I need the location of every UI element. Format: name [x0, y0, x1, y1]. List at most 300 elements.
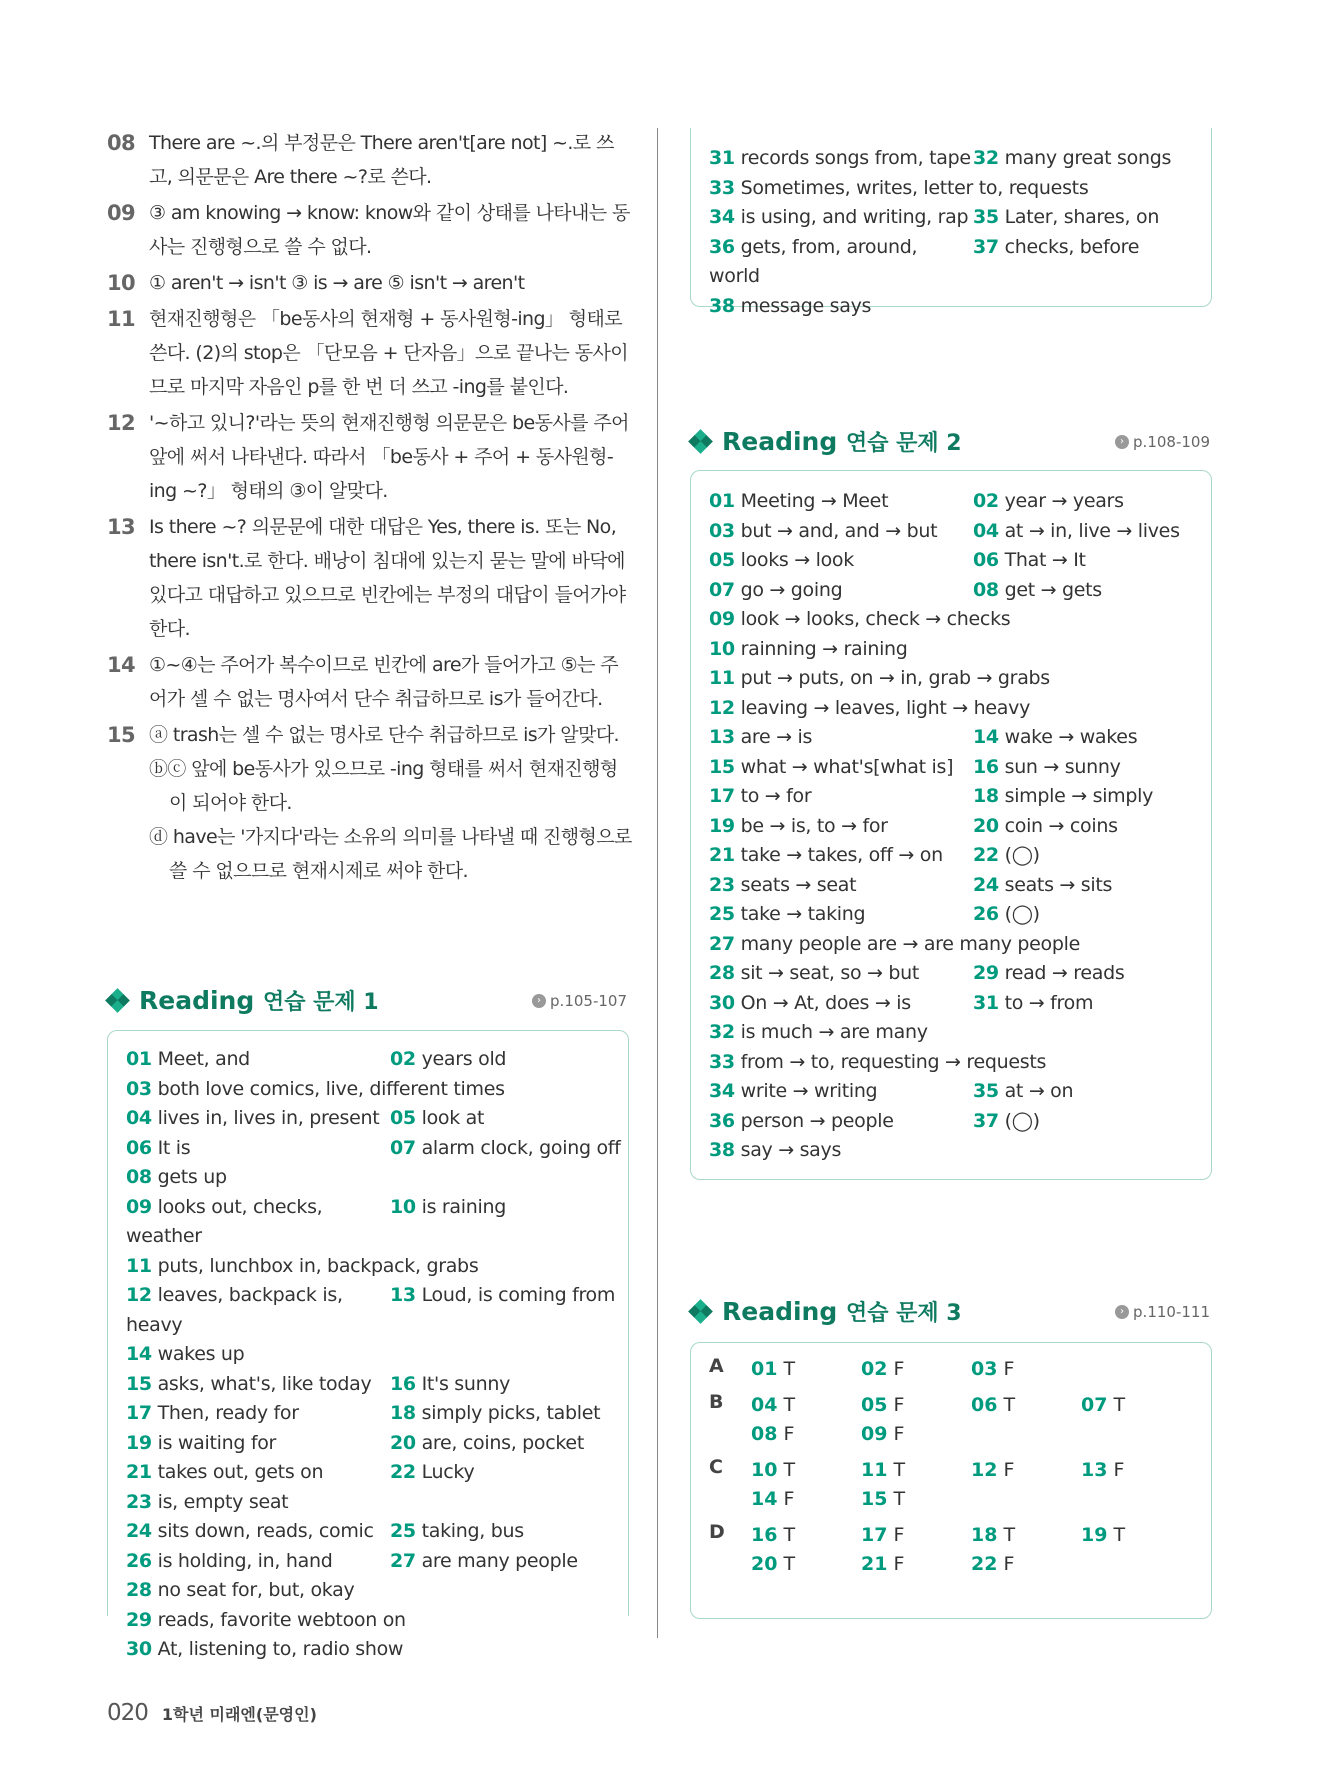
answer-number: 38 [709, 1139, 735, 1161]
explanation-item [107, 302, 632, 404]
answer-text: person → people [740, 1109, 894, 1132]
tf-items [751, 1521, 1191, 1579]
answer-text: (◯) [1004, 903, 1040, 925]
reading3-answer-box [690, 1342, 1212, 1619]
reading1-header [107, 985, 627, 1016]
answer-number: 18 [973, 785, 999, 807]
explanation-line: ⓐ trash는 셀 수 없는 명사로 단수 취급하므로 is가 알맞다. [149, 724, 619, 746]
answer-text: (◯) [1004, 844, 1040, 866]
answer-text: simply picks, tablet [421, 1402, 601, 1424]
explanation-text [149, 406, 632, 508]
answer-number: 15 [861, 1488, 888, 1510]
answer-number: 04 [973, 519, 999, 542]
answer-number: 31 [973, 991, 999, 1014]
answer-item [973, 1077, 1213, 1107]
explanation-item [107, 510, 632, 646]
reading1-answers [108, 1031, 628, 1665]
tf-item [971, 1456, 1081, 1485]
reading3-title [722, 1296, 962, 1327]
answer-item [126, 1045, 390, 1075]
tf-item [861, 1456, 971, 1485]
explanation-line: ⓓ have는 '가지다'라는 소유의 의미를 나타낼 때 진행형으로 쓸 수 없으므로 현재시제로 써야 한다. [149, 826, 632, 882]
answer-item [390, 1134, 630, 1164]
answer-text: many people are → are many people [740, 932, 1080, 955]
answer-number: 11 [861, 1459, 888, 1481]
answer-item [709, 144, 973, 174]
explanation-line: There are ~.의 부정문은 There aren't[are not] ~.로 쓰고, 의문문은 Are there ~?로 쓴다. [149, 132, 614, 188]
answer-item [709, 233, 973, 292]
group-label: C [709, 1456, 723, 1478]
answer-text: years old [421, 1048, 507, 1070]
answer-item [390, 1104, 630, 1134]
answer-text: is raining [421, 1195, 506, 1218]
answer-item [126, 1488, 630, 1518]
answer-number: 19 [1081, 1524, 1108, 1546]
answer-number: 12 [709, 696, 735, 719]
answer-text: coin → coins [1004, 814, 1118, 837]
answer-number: 13 [390, 1284, 416, 1306]
answer-number: 11 [709, 667, 735, 689]
tf-item [751, 1420, 861, 1449]
answer-text: simple → simply [1004, 785, 1154, 807]
explanation-text [149, 510, 632, 646]
tf-item [861, 1391, 971, 1420]
answer-text: seats → seat [740, 873, 857, 896]
answer-number: 21 [861, 1553, 888, 1575]
answer-item [390, 1517, 630, 1547]
group-label: A [709, 1355, 724, 1377]
answer-number: 21 [126, 1461, 152, 1483]
answer-number: 35 [973, 206, 999, 228]
answer-item [973, 989, 1213, 1019]
title-en: Reading [722, 1297, 838, 1326]
answer-text: T [783, 1394, 796, 1416]
answer-text: reads, favorite webtoon on [157, 1608, 406, 1631]
answer-text: look → looks, check → checks [740, 608, 1011, 630]
answer-text: F [783, 1488, 795, 1510]
answer-number: 27 [709, 932, 735, 955]
answer-item [126, 1517, 390, 1547]
answer-item [709, 203, 973, 233]
answer-text: say → says [740, 1139, 842, 1161]
tf-items [751, 1456, 1191, 1514]
answer-item [709, 841, 973, 871]
answer-text: get → gets [1004, 578, 1102, 601]
answer-text: what → what's[what is] [740, 755, 954, 778]
answer-number: 36 [709, 1109, 735, 1132]
answer-text: Lucky [421, 1461, 475, 1483]
answer-item [709, 1018, 1213, 1048]
answer-number: 23 [709, 873, 735, 896]
reading1-continued-box [690, 128, 1212, 317]
answer-number: 27 [390, 1549, 416, 1572]
question-number: 08 [107, 131, 136, 155]
question-number: 14 [107, 653, 136, 677]
answer-number: 37 [973, 235, 999, 258]
answer-text: (◯) [1004, 1109, 1040, 1132]
answer-item [709, 694, 1213, 724]
answer-item [709, 517, 973, 547]
answer-number: 11 [126, 1254, 152, 1277]
answer-item [390, 1370, 630, 1400]
answer-number: 29 [126, 1608, 152, 1631]
tf-item [1081, 1521, 1191, 1550]
answer-item [709, 812, 973, 842]
answer-item [973, 753, 1213, 783]
answer-text: wake → wakes [1004, 726, 1138, 748]
answer-item [126, 1193, 390, 1252]
explanation-item [107, 126, 632, 194]
answer-text: to → from [1004, 991, 1094, 1014]
answer-text: taking, bus [421, 1520, 524, 1542]
answer-text: F [1113, 1459, 1125, 1481]
question-number: 09 [107, 201, 136, 225]
answer-text: F [1003, 1553, 1015, 1575]
explanation-text [149, 266, 632, 300]
answer-item [973, 1107, 1213, 1137]
arrow-circle-icon: › [1115, 435, 1129, 449]
reading1-continued-answers [691, 128, 1211, 321]
answer-number: 26 [973, 903, 999, 925]
diamond-bullet-icon [690, 1301, 712, 1323]
answer-text: is using, and writing, rap [740, 206, 969, 228]
answer-number: 07 [1081, 1394, 1108, 1416]
answer-item [126, 1340, 630, 1370]
answer-number: 09 [861, 1423, 888, 1445]
answer-text: Later, shares, on [1004, 206, 1160, 228]
explanation-line: Is there ~? 의문문에 대한 대답은 Yes, there is. 또는 No, there isn't.로 한다. 배낭이 침대에 있는지 묻는 말에 바닥에 있다고 대답하고 있으므로 빈칸에는 부정의 대답이 들어가야 한다. [149, 516, 626, 640]
answer-item [126, 1576, 630, 1606]
tf-item [751, 1485, 861, 1514]
reading1-pageref [532, 992, 627, 1010]
tf-item [861, 1420, 971, 1449]
answer-item [709, 959, 973, 989]
answer-text: is holding, in, hand [157, 1549, 333, 1572]
answer-number: 28 [709, 962, 735, 984]
tf-items [751, 1355, 1191, 1384]
answer-number: 15 [126, 1372, 152, 1395]
answer-text: gets up [157, 1166, 227, 1188]
answer-text: F [893, 1423, 905, 1445]
answer-text: is, empty seat [157, 1490, 289, 1513]
answer-text: no seat for, but, okay [157, 1579, 355, 1601]
answer-text: is much → are many [740, 1021, 928, 1043]
answer-number: 10 [751, 1459, 778, 1481]
answer-number: 24 [126, 1520, 152, 1542]
tf-item [971, 1355, 1081, 1384]
answer-item [709, 871, 973, 901]
answer-number: 17 [861, 1524, 888, 1546]
answer-text: wakes up [157, 1343, 245, 1365]
explanation-item [107, 648, 632, 716]
explanation-text [149, 196, 632, 264]
answer-number: 03 [126, 1077, 152, 1100]
answer-number: 16 [390, 1372, 416, 1395]
answer-number: 01 [751, 1358, 778, 1380]
explanation-line: ① aren't → isn't ③ is → are ⑤ isn't → aren't [149, 272, 525, 294]
answer-number: 07 [709, 578, 735, 601]
answer-text: look at [421, 1107, 485, 1129]
group-label: B [709, 1391, 724, 1413]
answer-text: alarm clock, going off [421, 1136, 621, 1159]
pageref-text: p.108-109 [1133, 432, 1210, 451]
answer-item [709, 576, 973, 606]
reading2-pageref [1115, 433, 1210, 451]
answer-item [390, 1281, 630, 1340]
answer-text: gets, from, around, world [709, 235, 918, 287]
answer-text: puts, lunchbox in, backpack, grabs [157, 1254, 479, 1277]
reading3-header [690, 1296, 1210, 1327]
answer-item [126, 1429, 390, 1459]
answer-number: 22 [390, 1461, 416, 1483]
answer-number: 36 [709, 235, 735, 258]
tf-group [709, 1391, 1211, 1449]
answer-text: F [1003, 1358, 1015, 1380]
answer-text: be → is, to → for [740, 814, 888, 837]
answer-text: are → is [740, 726, 813, 748]
explanation-item [107, 266, 632, 300]
question-number: 11 [107, 307, 136, 331]
answer-text: leaves, backpack is, heavy [126, 1284, 343, 1336]
tf-group [709, 1355, 1211, 1384]
answer-number: 37 [973, 1109, 999, 1132]
answer-item [709, 174, 1213, 204]
tf-group [709, 1521, 1211, 1579]
answer-number: 38 [709, 294, 735, 317]
answer-number: 33 [709, 1050, 735, 1073]
answer-number: 01 [709, 490, 735, 512]
answer-text: It is [157, 1136, 191, 1159]
answer-item [709, 989, 973, 1019]
answer-number: 24 [973, 873, 999, 896]
answer-text: T [893, 1459, 906, 1481]
explanation-text [149, 302, 632, 404]
answer-number: 22 [971, 1553, 998, 1575]
answer-item [973, 959, 1213, 989]
explanation-line: '~하고 있니?'라는 뜻의 현재진행형 의문문은 be동사를 주어 앞에 써서 나타낸다. 따라서 「be동사 + 주어 + 동사원형-ing ~?」 형태의 ③이 알맞다. [149, 412, 629, 502]
answer-number: 22 [973, 844, 999, 866]
answer-text: at → on [1004, 1080, 1074, 1102]
answer-text: sits down, reads, comic [157, 1520, 374, 1542]
title-ko: 연습 문제 3 [845, 1301, 962, 1326]
answer-item [709, 487, 973, 517]
answer-item [709, 782, 973, 812]
answer-item [973, 546, 1213, 576]
answer-number: 17 [709, 785, 735, 807]
answer-text: to → for [740, 785, 812, 807]
answer-text: looks → look [740, 549, 854, 571]
answer-number: 19 [709, 814, 735, 837]
reading2-answer-box [690, 470, 1212, 1180]
page-number: 020 [107, 1700, 148, 1726]
answer-text: Loud, is coming from [421, 1284, 616, 1306]
answer-number: 26 [126, 1549, 152, 1572]
answer-number: 03 [709, 519, 735, 542]
answer-number: 13 [1081, 1459, 1108, 1481]
question-number: 13 [107, 515, 136, 539]
answer-item [126, 1370, 390, 1400]
answer-number: 25 [709, 903, 735, 925]
answer-number: 02 [973, 490, 999, 512]
diamond-bullet-icon [690, 431, 712, 453]
answer-text: T [893, 1488, 906, 1510]
answer-item [973, 723, 1213, 753]
reading1-title [139, 985, 379, 1016]
answer-text: On → At, does → is [740, 991, 911, 1014]
answer-item [126, 1104, 390, 1134]
answer-text: Sometimes, writes, letter to, requests [740, 176, 1089, 199]
answer-number: 10 [709, 637, 735, 660]
tf-item [751, 1355, 861, 1384]
answer-number: 05 [861, 1394, 888, 1416]
answer-number: 29 [973, 962, 999, 984]
answer-number: 10 [390, 1195, 416, 1218]
answer-item [390, 1429, 630, 1459]
answer-text: are, coins, pocket [421, 1431, 584, 1454]
answer-number: 16 [973, 755, 999, 778]
answer-number: 25 [390, 1520, 416, 1542]
answer-number: 30 [126, 1638, 152, 1660]
tf-item [971, 1521, 1081, 1550]
column-divider [657, 128, 658, 1638]
answer-number: 15 [709, 755, 735, 778]
answer-item [973, 782, 1213, 812]
answer-text: read → reads [1004, 962, 1125, 984]
answer-text: T [1003, 1394, 1016, 1416]
answer-number: 12 [971, 1459, 998, 1481]
answer-number: 09 [709, 608, 735, 630]
answer-item [126, 1134, 390, 1164]
title-en: Reading [139, 986, 255, 1015]
answer-number: 09 [126, 1195, 152, 1218]
answer-number: 06 [126, 1136, 152, 1159]
answer-item [390, 1547, 630, 1577]
answer-number: 18 [971, 1524, 998, 1546]
answer-number: 23 [126, 1490, 152, 1513]
answer-text: at → in, live → lives [1004, 519, 1180, 542]
answer-text: At, listening to, radio show [157, 1638, 404, 1660]
answer-number: 21 [709, 844, 735, 866]
explanation-item [107, 718, 632, 888]
answer-number: 04 [751, 1394, 778, 1416]
answer-number: 19 [126, 1431, 152, 1454]
answer-text: asks, what's, like today [157, 1372, 372, 1395]
answer-item [709, 664, 1213, 694]
answer-text: rainning → raining [740, 637, 908, 660]
answer-text: from → to, requesting → requests [740, 1050, 1047, 1073]
answer-number: 28 [126, 1579, 152, 1601]
answer-text: F [893, 1524, 905, 1546]
answer-text: but → and, and → but [740, 519, 938, 542]
explanation-line: ⓑⓒ 앞에 be동사가 있으므로 -ing 형태를 써서 현재진행형이 되어야 한다. [149, 758, 618, 814]
answer-number: 05 [709, 549, 735, 571]
answer-text: F [783, 1423, 795, 1445]
tf-item [1081, 1456, 1191, 1485]
reading3-pageref [1115, 1303, 1210, 1321]
title-ko: 연습 문제 2 [845, 431, 962, 456]
answer-item [709, 292, 1213, 322]
answer-text: take → taking [740, 903, 866, 925]
answer-number: 16 [751, 1524, 778, 1546]
answer-item [390, 1193, 630, 1252]
answer-item [973, 812, 1213, 842]
answer-text: lives in, lives in, present [157, 1107, 380, 1129]
arrow-circle-icon: › [1115, 1305, 1129, 1319]
tf-item [971, 1391, 1081, 1420]
reading2-title [722, 426, 962, 457]
explanation-text [149, 718, 632, 888]
answer-item [973, 871, 1213, 901]
answer-item [973, 233, 1213, 292]
answer-item [709, 753, 973, 783]
diamond-bullet-icon [107, 990, 129, 1012]
answer-item [126, 1399, 390, 1429]
answer-number: 02 [390, 1048, 416, 1070]
answer-number: 20 [751, 1553, 778, 1575]
answer-text: T [783, 1358, 796, 1380]
tf-items [751, 1391, 1191, 1449]
explanation-text [149, 648, 632, 716]
answer-text: T [1113, 1394, 1126, 1416]
explanation-item [107, 196, 632, 264]
answer-number: 34 [709, 1080, 735, 1102]
answer-number: 03 [971, 1358, 998, 1380]
answer-number: 33 [709, 176, 735, 199]
answer-item [709, 546, 973, 576]
answer-item [709, 723, 973, 753]
answer-item [709, 930, 1213, 960]
answer-text: That → It [1004, 549, 1086, 571]
tf-item [971, 1550, 1081, 1579]
answer-number: 05 [390, 1107, 416, 1129]
answer-item [709, 605, 1213, 635]
answer-item [973, 576, 1213, 606]
answer-number: 04 [126, 1107, 152, 1129]
explanation-line: 현재진행형은 「be동사의 현재형 + 동사원형-ing」 형태로 쓴다. (2)의 stop은 「단모음 + 단자음」으로 끝나는 동사이므로 마지막 자음인 p를 한 번 더 쓰고 -ing를 붙인다. [149, 308, 628, 398]
answer-text: checks, before [1004, 235, 1140, 258]
answer-text: T [783, 1459, 796, 1481]
question-number: 12 [107, 411, 136, 435]
answer-text: F [1003, 1459, 1015, 1481]
answer-text: are many people [421, 1549, 578, 1572]
answer-item [126, 1635, 630, 1665]
answer-number: 07 [390, 1136, 416, 1159]
answer-text: message says [740, 294, 872, 317]
answer-item [390, 1458, 630, 1488]
book-title: 1학년 미래엔(문영인) [161, 1705, 317, 1724]
page-footer [107, 1700, 317, 1726]
pageref-text: p.105-107 [550, 991, 627, 1010]
explanation-item [107, 406, 632, 508]
answer-number: 18 [390, 1402, 416, 1424]
answer-item [973, 517, 1213, 547]
answer-number: 30 [709, 991, 735, 1014]
answer-text: sit → seat, so → but [740, 962, 920, 984]
answer-text: It's sunny [421, 1372, 511, 1395]
answer-text: sun → sunny [1004, 755, 1121, 778]
answer-item [126, 1163, 630, 1193]
reading2-header [690, 426, 1210, 457]
answer-item [709, 900, 973, 930]
answer-number: 14 [126, 1343, 152, 1365]
answer-number: 14 [973, 726, 999, 748]
explanation-list [107, 126, 632, 890]
answer-item [390, 1045, 630, 1075]
answer-text: year → years [1004, 490, 1124, 512]
answer-item [709, 1048, 1213, 1078]
answer-number: 08 [126, 1166, 152, 1188]
answer-number: 32 [973, 147, 999, 169]
